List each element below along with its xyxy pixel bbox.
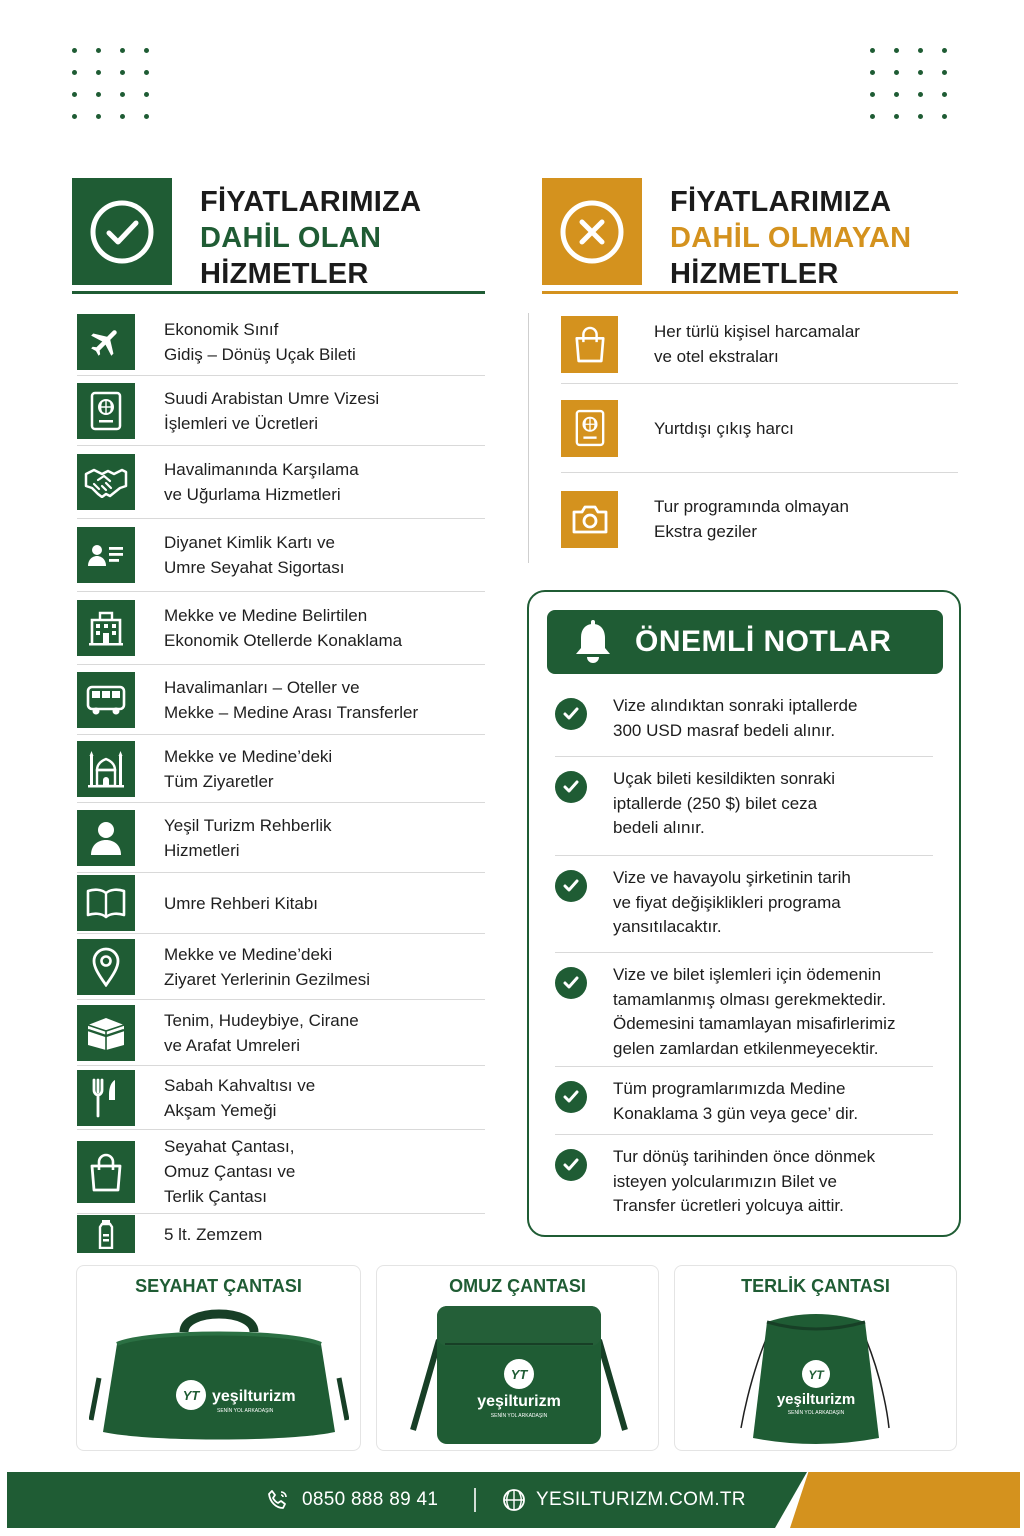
phone-icon [266,1488,290,1512]
list-item [561,473,958,565]
list-item-text: Her türlü kişisel harcamalar ve otel ekstraları [654,322,860,366]
logo-tagline: SENİN YOL ARKADAŞIN [490,1413,548,1419]
list-item-text: Mekke ve Medine’deki Ziyaret Yerlerinin Gezilmesi [164,944,370,989]
excluded-title-line1: FİYATLARIMIZA [670,186,892,218]
footer-separator [474,1488,476,1512]
list-item [77,446,485,519]
list-item [77,934,485,1000]
id-card-icon [77,527,135,583]
note-text: Vize alındıktan sonraki iptallerde 300 USD masraf bedeli alınır. [613,696,858,740]
included-title-line1: FİYATLARIMIZA [200,186,422,218]
bag-label: SEYAHAT ÇANTASI [135,1276,302,1296]
drawstring-bag-image [731,1300,901,1448]
bag-card-travel [76,1265,361,1451]
included-section-header [72,178,421,292]
important-notes-header [547,610,943,674]
note-item [555,1067,933,1135]
list-item [561,384,958,473]
note-text: Uçak bileti kesildikten sonraki iptallerde (250 $) bilet ceza bedeli alınır. [613,769,836,837]
list-item-text: Seyahat Çantası, Omuz Çantası ve Terlik Çantası [164,1137,296,1206]
check-circle-icon [72,178,172,285]
footer-phone[interactable] [266,1472,438,1528]
shopping-bag-icon [561,316,618,373]
logo-initials: YT [510,1367,528,1382]
kaaba-icon [77,1005,135,1061]
shopping-bag-icon [77,1141,135,1203]
list-item-text: Havalimanları – Oteller ve Mekke – Medine Arası Transferler [164,677,419,722]
included-title-line3: HİZMETLER [200,258,369,290]
decorative-dots-left [72,48,150,119]
logo-tagline: SENİN YOL ARKADAŞIN [217,1408,274,1414]
location-pin-icon [77,939,135,995]
list-item-text: Yeşil Turizm Rehberlik Hizmetleri [164,815,332,860]
included-header-underline [72,291,485,294]
note-item [555,1135,933,1223]
list-item [77,308,485,376]
bag-label: OMUZ ÇANTASI [449,1276,586,1296]
list-item [77,1214,485,1254]
passport-icon [561,400,618,457]
list-item [77,873,485,934]
check-icon [555,771,587,803]
logo-name: yeşilturizm [477,1393,561,1410]
phone-number[interactable]: 0850 888 89 41 [302,1489,439,1510]
list-item-text: Suudi Arabistan Umre Vizesi İşlemleri ve Ücretleri [164,388,380,433]
list-item-text: Mekke ve Medine Belirtilen Ekonomik Otellerde Konaklama [164,606,403,650]
list-item [77,519,485,592]
note-item [555,953,933,1067]
list-item [77,1000,485,1066]
bus-icon [77,672,135,728]
shoulder-bag-image [409,1300,629,1448]
column-divider [528,313,529,563]
bag-card-slipper [674,1265,957,1451]
travel-bag-image [89,1300,349,1448]
check-icon [555,698,587,730]
list-item [77,803,485,873]
bell-icon [573,620,613,664]
note-text: Tüm programlarımızda Medine Konaklama 3 gün veya gece’ dir. [613,1079,859,1123]
notes-title: ÖNEMLİ NOTLAR [635,625,892,658]
fork-knife-icon [77,1070,135,1126]
excluded-title-line2: DAHİL OLMAYAN [670,222,912,254]
list-item-text: Yurtdışı çıkış harcı [654,418,794,438]
decorative-dots-right [870,48,948,119]
excluded-section-header [542,178,911,292]
bag-label: TERLİK ÇANTASI [741,1276,890,1296]
list-item-text: Tur programında olmayan Ekstra geziler [654,497,849,541]
check-icon [555,967,587,999]
bottle-icon [77,1215,135,1253]
note-item [555,684,933,757]
book-icon [77,875,135,931]
website-url[interactable]: YESILTURIZM.COM.TR [536,1489,746,1510]
list-item [77,1130,485,1214]
included-services-list [77,308,485,1254]
list-item [561,305,958,384]
hotel-icon [77,600,135,656]
airplane-icon [77,314,135,370]
check-icon [555,1149,587,1181]
list-item [77,665,485,735]
list-item-text: Sabah Kahvaltısı ve Akşam Yemeği [164,1075,316,1120]
list-item [77,592,485,665]
footer-gold-band [790,1472,1020,1528]
list-item-text: Mekke ve Medine’deki Tüm Ziyaretler [164,746,333,791]
list-item-text: Umre Rehberi Kitabı [164,893,319,913]
handshake-icon [77,454,135,510]
list-item-text: Tenim, Hudeybiye, Cirane ve Arafat Umreleri [164,1010,359,1055]
check-icon [555,870,587,902]
passport-icon [77,383,135,439]
logo-name: yeşilturizm [776,1391,856,1408]
included-title-line2: DAHİL OLAN [200,222,382,254]
important-notes-box [527,590,961,1237]
notes-list [555,684,933,1223]
note-item [555,856,933,953]
footer-bar [0,1472,1024,1528]
list-item-text: Havalimanında Karşılama ve Uğurlama Hizmetleri [164,460,359,504]
note-text: Vize ve bilet işlemleri için ödemenin tamamlanmış olması gerekmektedir. Ödemesini tamamlayan misafirlerimiz gelen zamlardan etkilenmeyecektir. [613,965,896,1058]
note-text: Vize ve havayolu şirketinin tarih ve fiyat değişiklikleri programa yansıtılacaktır. [613,868,851,936]
list-item [77,376,485,446]
camera-icon [561,491,618,548]
excluded-title-line3: HİZMETLER [670,258,839,290]
note-text: Tur dönüş tarihinden önce dönmek isteyen yolcularımızın Bilet ve Transfer ücretleri yolcuya aittir. [613,1147,876,1215]
excluded-header-underline [542,291,958,294]
guide-person-icon [77,810,135,866]
list-item [77,1066,485,1130]
list-item-text: Ekonomik Sınıf Gidiş – Dönüş Uçak Bileti [164,319,356,364]
check-icon [555,1081,587,1113]
list-item-text: Diyanet Kimlik Kartı ve Umre Seyahat Sigortası [164,533,345,577]
logo-initials: YT [808,1368,824,1382]
list-item [77,735,485,803]
logo-name: yeşilturizm [212,1388,296,1405]
logo-initials: YT [182,1388,200,1403]
list-item-text: 5 lt. Zemzem [164,1224,263,1244]
footer-website[interactable] [502,1472,746,1528]
note-item [555,757,933,856]
bag-card-shoulder [376,1265,659,1451]
excluded-services-list [561,305,958,565]
globe-icon [502,1488,526,1512]
mosque-icon [77,741,135,797]
logo-tagline: SENİN YOL ARKADAŞIN [787,1410,845,1416]
x-circle-icon [542,178,642,285]
